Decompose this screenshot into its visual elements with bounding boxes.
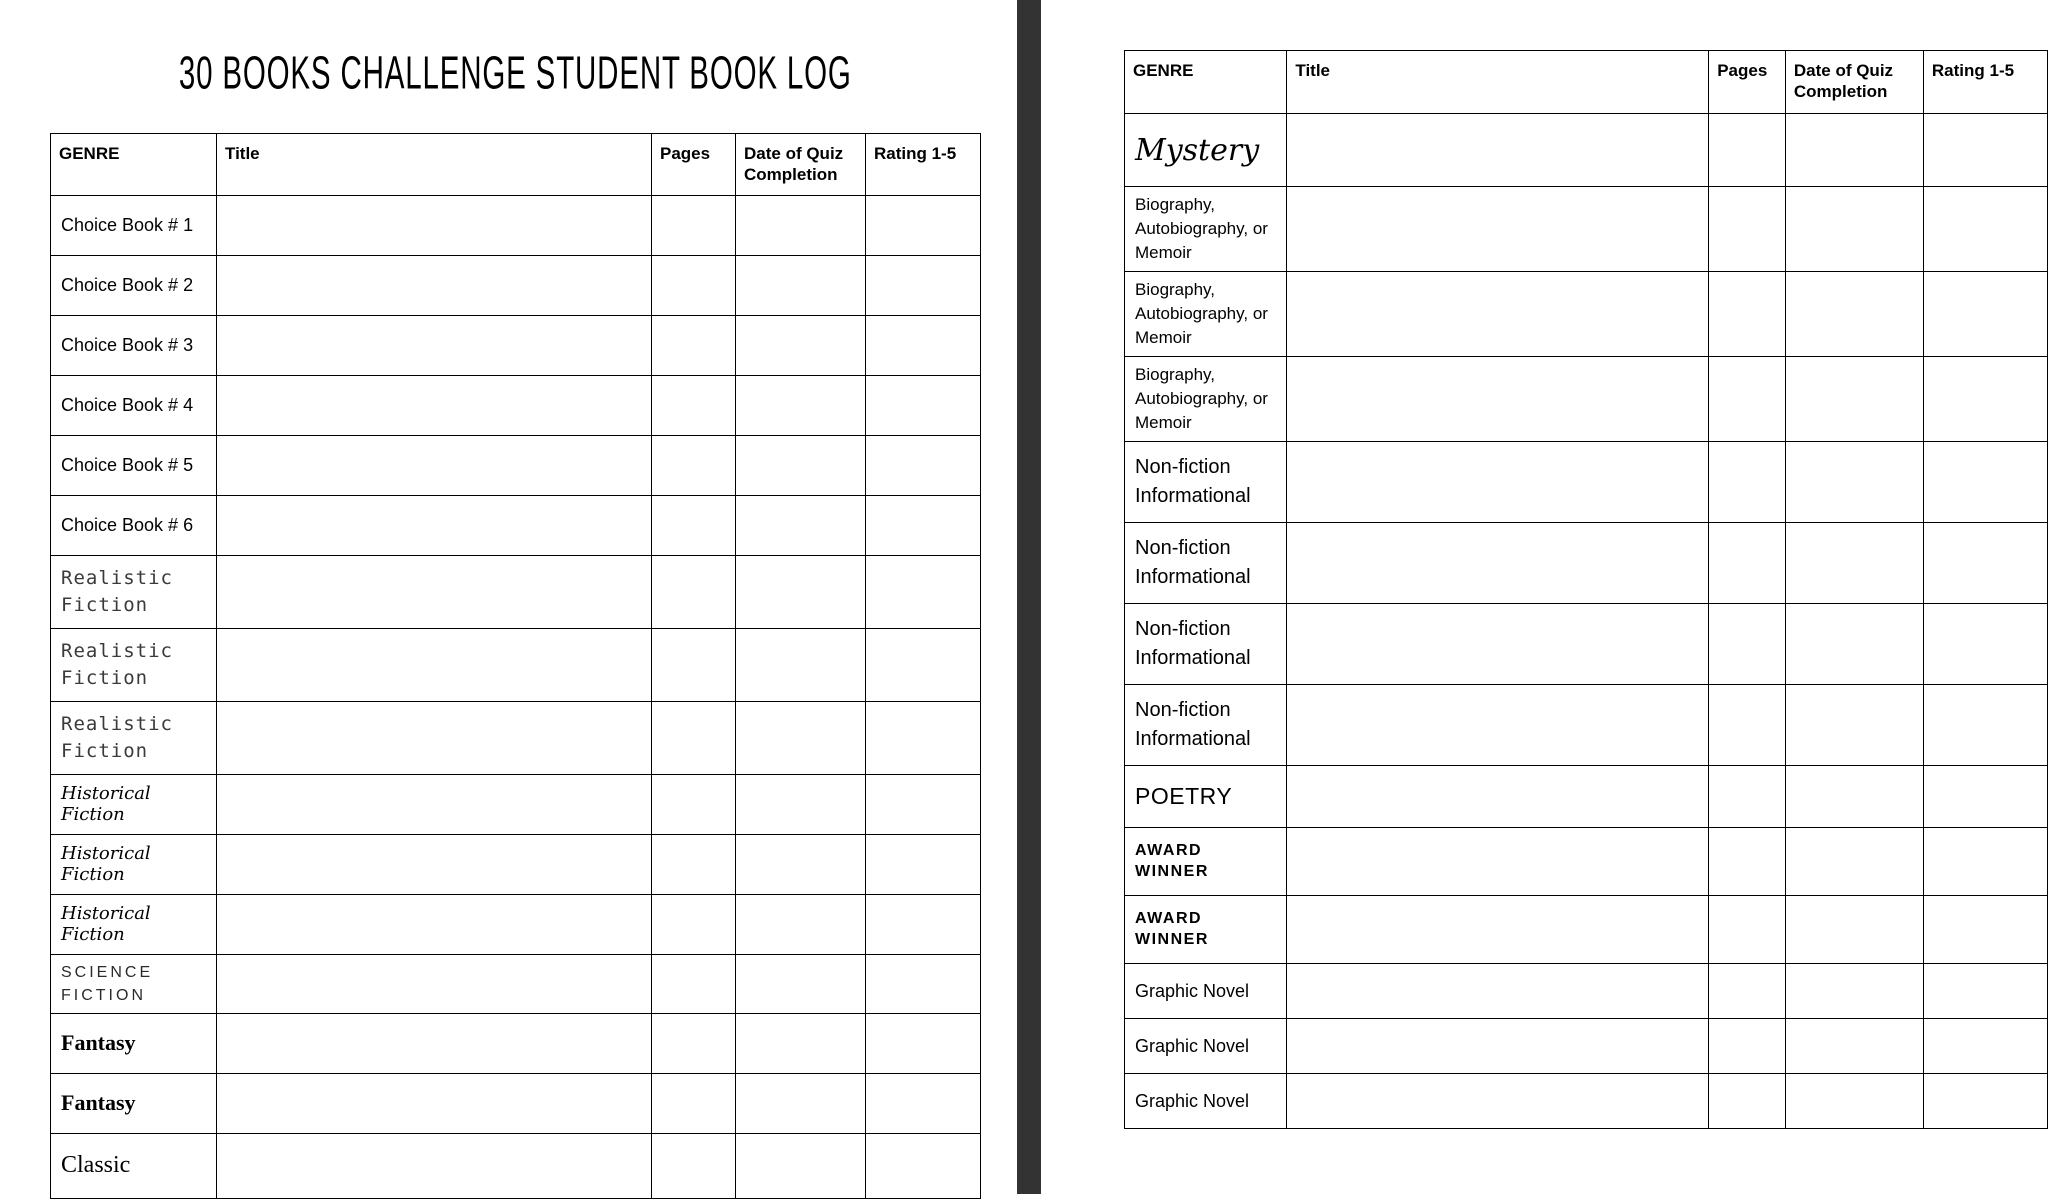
pages-cell: [1709, 896, 1786, 964]
title-cell: [217, 195, 652, 255]
pages-cell: [1709, 604, 1786, 685]
title-cell: [1287, 1019, 1709, 1074]
title-cell: [1287, 187, 1709, 272]
rating-cell: [866, 1073, 981, 1133]
pages-cell: [652, 435, 736, 495]
date-cell: [1785, 685, 1923, 766]
column-header: Title: [217, 134, 652, 196]
pages-cell: [1709, 523, 1786, 604]
title-cell: [217, 701, 652, 774]
title-cell: [1287, 272, 1709, 357]
rating-cell: [1923, 685, 2047, 766]
genre-cell: Non-fiction Informational: [1125, 685, 1287, 766]
pages-cell: [1709, 964, 1786, 1019]
date-cell: [1785, 523, 1923, 604]
rating-cell: [1923, 604, 2047, 685]
pages-cell: [652, 834, 736, 894]
date-cell: [1785, 272, 1923, 357]
title-cell: [1287, 604, 1709, 685]
pages-cell: [652, 555, 736, 628]
genre-cell: Fantasy: [51, 1013, 217, 1073]
rating-cell: [866, 1013, 981, 1073]
date-cell: [736, 774, 866, 834]
pages-cell: [652, 628, 736, 701]
pages-cell: [652, 1013, 736, 1073]
pages-cell: [1709, 114, 1786, 187]
date-cell: [736, 495, 866, 555]
rating-cell: [1923, 1074, 2047, 1129]
rating-cell: [866, 195, 981, 255]
date-cell: [736, 375, 866, 435]
book-log-table-left: [50, 133, 981, 1199]
date-cell: [736, 954, 866, 1013]
title-cell: [217, 255, 652, 315]
title-cell: [217, 954, 652, 1013]
rating-cell: [1923, 442, 2047, 523]
rating-cell: [1923, 964, 2047, 1019]
title-cell: [217, 375, 652, 435]
date-cell: [736, 1133, 866, 1198]
pages-cell: [652, 195, 736, 255]
title-cell: [1287, 442, 1709, 523]
date-cell: [736, 555, 866, 628]
title-cell: [1287, 114, 1709, 187]
genre-cell: Non-fiction Informational: [1125, 604, 1287, 685]
date-cell: [736, 701, 866, 774]
genre-cell: Choice Book # 3: [51, 315, 217, 375]
title-cell: [1287, 357, 1709, 442]
column-header: Title: [1287, 51, 1709, 114]
genre-cell: Choice Book # 5: [51, 435, 217, 495]
date-cell: [1785, 604, 1923, 685]
pages-cell: [1709, 828, 1786, 896]
table-row: [51, 555, 981, 628]
genre-cell: Classic: [51, 1133, 217, 1198]
column-header: Date of Quiz Completion: [736, 134, 866, 196]
rating-cell: [1923, 896, 2047, 964]
rating-cell: [1923, 357, 2047, 442]
rating-cell: [1923, 523, 2047, 604]
table-row: [1125, 114, 2048, 187]
table-row: [1125, 604, 2048, 685]
table-row: [1125, 766, 2048, 828]
date-cell: [1785, 442, 1923, 523]
title-cell: [217, 1013, 652, 1073]
rating-cell: [866, 435, 981, 495]
pages-cell: [652, 954, 736, 1013]
pages-cell: [652, 1133, 736, 1198]
title-cell: [217, 894, 652, 954]
column-header: GENRE: [51, 134, 217, 196]
table-row: [1125, 1074, 2048, 1129]
rating-cell: [866, 954, 981, 1013]
table-row: [51, 435, 981, 495]
rating-cell: [866, 774, 981, 834]
table-row: [1125, 272, 2048, 357]
pages-cell: [652, 894, 736, 954]
pages-cell: [652, 375, 736, 435]
table-row: [51, 375, 981, 435]
rating-cell: [866, 628, 981, 701]
date-cell: [736, 1073, 866, 1133]
rating-cell: [1923, 1019, 2047, 1074]
date-cell: [1785, 357, 1923, 442]
date-cell: [1785, 964, 1923, 1019]
rating-cell: [866, 495, 981, 555]
title-cell: [1287, 523, 1709, 604]
book-log-table-right: [1124, 50, 2048, 1129]
table-row: [1125, 442, 2048, 523]
pages-cell: [652, 774, 736, 834]
date-cell: [736, 435, 866, 495]
pages-cell: [1709, 357, 1786, 442]
header-row: [51, 134, 981, 196]
genre-cell: Choice Book # 4: [51, 375, 217, 435]
rating-cell: [1923, 828, 2047, 896]
date-cell: [736, 834, 866, 894]
date-cell: [736, 255, 866, 315]
title-cell: [217, 555, 652, 628]
title-cell: [1287, 685, 1709, 766]
genre-cell: Choice Book # 6: [51, 495, 217, 555]
table-row: [51, 701, 981, 774]
pages-cell: [652, 315, 736, 375]
pages-cell: [1709, 442, 1786, 523]
column-header: Pages: [1709, 51, 1786, 114]
table-row: [1125, 896, 2048, 964]
page-right: [1041, 0, 2048, 1194]
date-cell: [1785, 766, 1923, 828]
genre-cell: POETRY: [1125, 766, 1287, 828]
date-cell: [1785, 1074, 1923, 1129]
genre-cell: Graphic Novel: [1125, 964, 1287, 1019]
title-cell: [217, 1073, 652, 1133]
page-left: [0, 0, 1017, 1194]
rating-cell: [1923, 766, 2047, 828]
rating-cell: [1923, 272, 2047, 357]
table-row: [1125, 187, 2048, 272]
title-cell: [1287, 1074, 1709, 1129]
page-title: [50, 46, 980, 99]
table-row: [51, 1073, 981, 1133]
table-row: [51, 315, 981, 375]
column-header: Rating 1-5: [866, 134, 981, 196]
genre-cell: Realistic Fiction: [51, 555, 217, 628]
table-row: [1125, 357, 2048, 442]
date-cell: [1785, 187, 1923, 272]
column-header: GENRE: [1125, 51, 1287, 114]
title-cell: [217, 1133, 652, 1198]
title-cell: [1287, 964, 1709, 1019]
rating-cell: [866, 375, 981, 435]
table-row: [1125, 685, 2048, 766]
pages-cell: [652, 495, 736, 555]
title-cell: [217, 495, 652, 555]
date-cell: [736, 1013, 866, 1073]
column-header: Pages: [652, 134, 736, 196]
genre-cell: Choice Book # 2: [51, 255, 217, 315]
genre-cell: Historical Fiction: [51, 894, 217, 954]
title-cell: [217, 834, 652, 894]
pages-cell: [652, 255, 736, 315]
genre-cell: Historical Fiction: [51, 774, 217, 834]
genre-cell: SCIENCE FICTION: [51, 954, 217, 1013]
pages-cell: [1709, 1019, 1786, 1074]
genre-cell: Non-fiction Informational: [1125, 442, 1287, 523]
column-header: Rating 1-5: [1923, 51, 2047, 114]
title-cell: [1287, 896, 1709, 964]
pages-cell: [1709, 766, 1786, 828]
genre-cell: Fantasy: [51, 1073, 217, 1133]
rating-cell: [866, 1133, 981, 1198]
date-cell: [1785, 896, 1923, 964]
date-cell: [1785, 114, 1923, 187]
title-cell: [1287, 828, 1709, 896]
table-row: [1125, 964, 2048, 1019]
table-row: [51, 894, 981, 954]
table-row: [1125, 828, 2048, 896]
page-title-text: 30 BOOKS CHALLENGE STUDENT BOOK LOG: [178, 46, 852, 99]
title-cell: [217, 435, 652, 495]
rating-cell: [1923, 187, 2047, 272]
genre-cell: Mystery: [1125, 114, 1287, 187]
table-row: [51, 255, 981, 315]
pages-cell: [652, 1073, 736, 1133]
genre-cell: Biography, Autobiography, or Memoir: [1125, 272, 1287, 357]
table-row: [51, 1013, 981, 1073]
header-row: [1125, 51, 2048, 114]
date-cell: [736, 195, 866, 255]
table-row: [51, 495, 981, 555]
title-cell: [1287, 766, 1709, 828]
rating-cell: [866, 894, 981, 954]
pages-cell: [1709, 1074, 1786, 1129]
page-divider: [1017, 0, 1041, 1194]
rating-cell: [1923, 114, 2047, 187]
table-row: [51, 834, 981, 894]
table-row: [1125, 1019, 2048, 1074]
date-cell: [736, 628, 866, 701]
rating-cell: [866, 701, 981, 774]
table-row: [51, 195, 981, 255]
table-row: [51, 954, 981, 1013]
genre-cell: AWARD WINNER: [1125, 896, 1287, 964]
genre-cell: Realistic Fiction: [51, 628, 217, 701]
date-cell: [736, 894, 866, 954]
genre-cell: Biography, Autobiography, or Memoir: [1125, 357, 1287, 442]
genre-cell: Choice Book # 1: [51, 195, 217, 255]
pages-cell: [652, 701, 736, 774]
pages-cell: [1709, 272, 1786, 357]
date-cell: [1785, 828, 1923, 896]
date-cell: [1785, 1019, 1923, 1074]
date-cell: [736, 315, 866, 375]
rating-cell: [866, 555, 981, 628]
pages-cell: [1709, 685, 1786, 766]
genre-cell: Historical Fiction: [51, 834, 217, 894]
table-row: [51, 628, 981, 701]
column-header: Date of Quiz Completion: [1785, 51, 1923, 114]
rating-cell: [866, 315, 981, 375]
pages-cell: [1709, 187, 1786, 272]
rating-cell: [866, 255, 981, 315]
genre-cell: Graphic Novel: [1125, 1019, 1287, 1074]
title-cell: [217, 315, 652, 375]
genre-cell: Biography, Autobiography, or Memoir: [1125, 187, 1287, 272]
table-row: [1125, 523, 2048, 604]
title-cell: [217, 774, 652, 834]
rating-cell: [866, 834, 981, 894]
genre-cell: AWARD WINNER: [1125, 828, 1287, 896]
table-row: [51, 1133, 981, 1198]
title-cell: [217, 628, 652, 701]
genre-cell: Realistic Fiction: [51, 701, 217, 774]
genre-cell: Non-fiction Informational: [1125, 523, 1287, 604]
genre-cell: Graphic Novel: [1125, 1074, 1287, 1129]
table-row: [51, 774, 981, 834]
